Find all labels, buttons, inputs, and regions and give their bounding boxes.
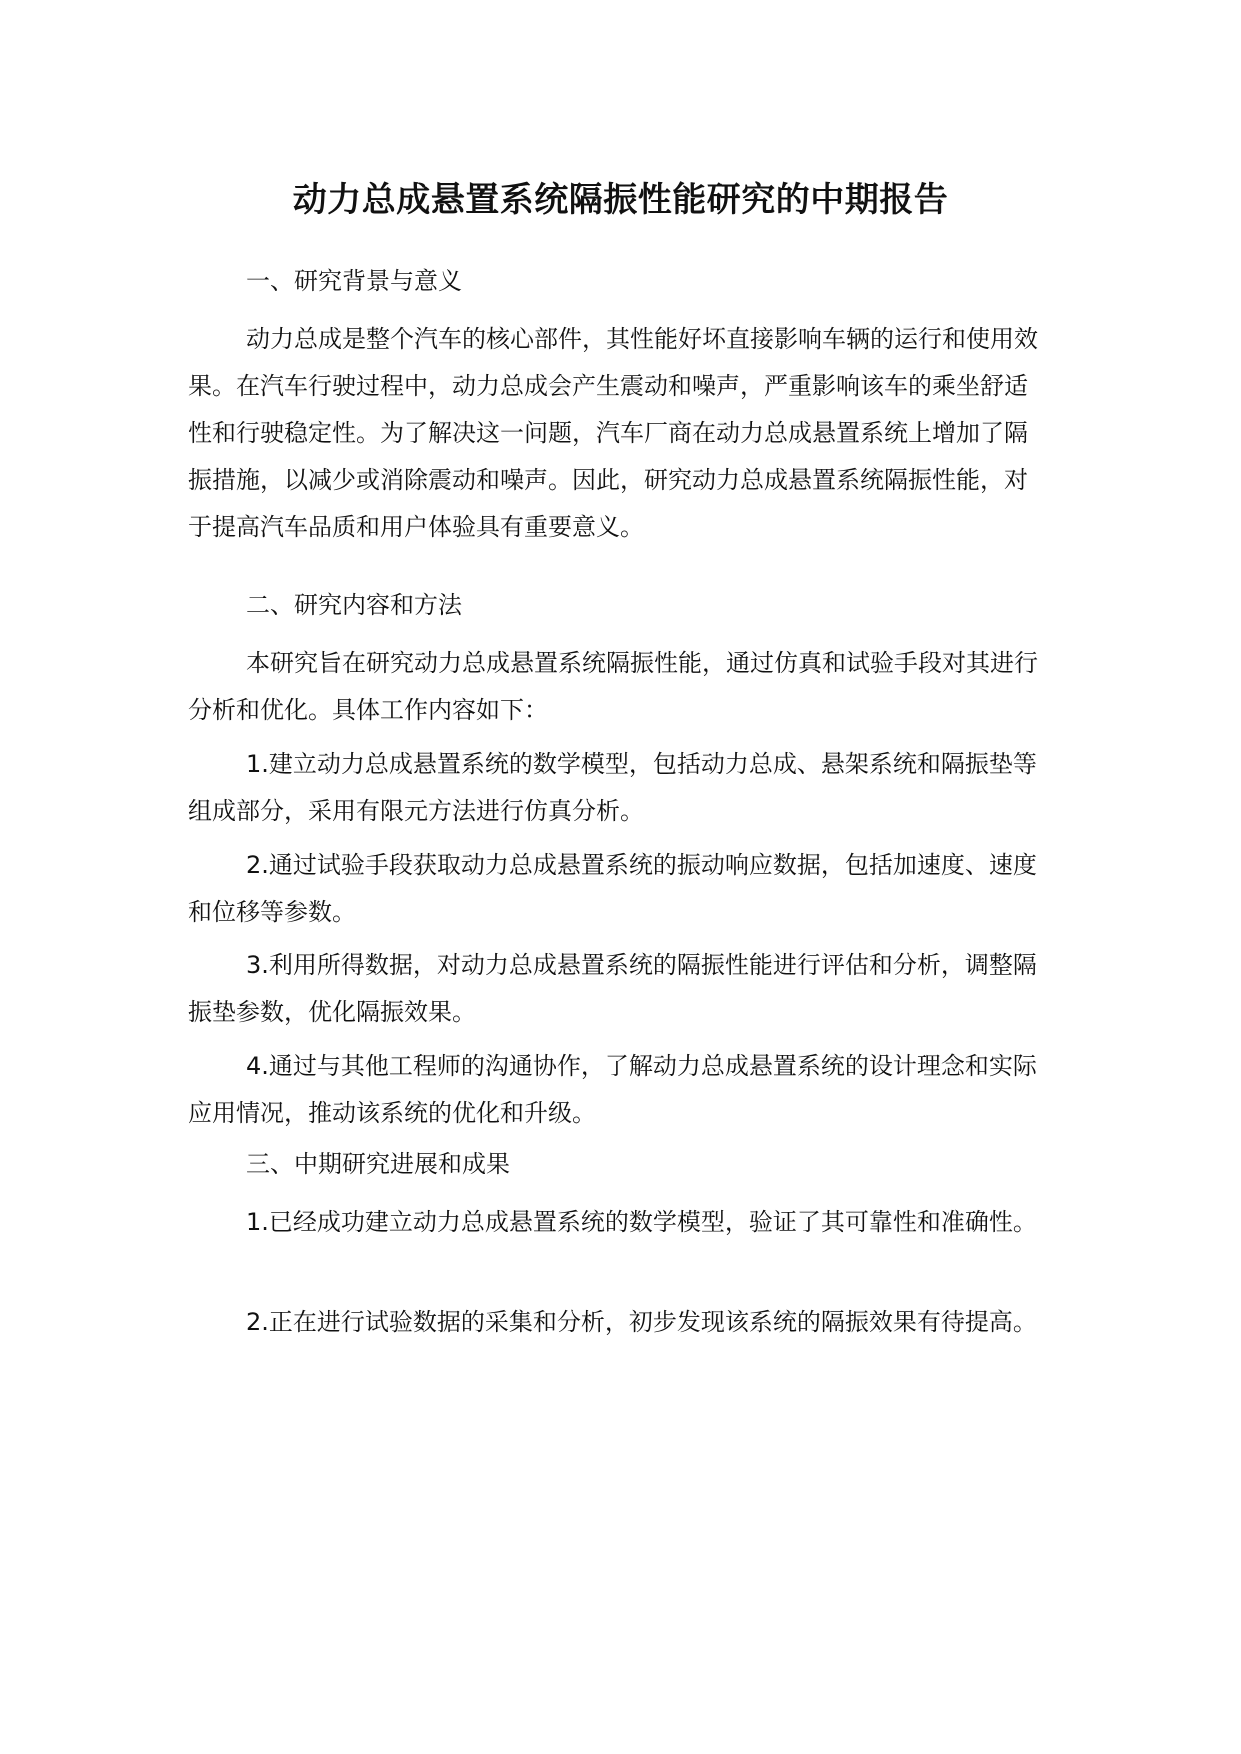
paragraph-research-intro: 本研究旨在研究动力总成悬置系统隔振性能，通过仿真和试验手段对其进行分析和优化。具体工作内容如下： <box>188 649 1038 724</box>
section-heading-progress: 三、中期研究进展和成果 <box>246 1150 510 1178</box>
section-heading-content-method: 二、研究内容和方法 <box>246 591 462 619</box>
paragraph-background: 动力总成是整个汽车的核心部件，其性能好坏直接影响车辆的运行和使用效果。在汽车行驶过程中，动力总成会产生震动和噪声，严重影响该车的乘坐舒适性和行驶稳定性。为了解决这一问题，汽车厂商在动力总成悬置系统上增加了隔振措施，以减少或消除震动和噪声。因此，研究动力总成悬置系统隔振性能，对于提高汽车品质和用户体验具有重要意义。 <box>188 325 1038 541</box>
list-item-work-3: 3.利用所得数据，对动力总成悬置系统的隔振性能进行评估和分析，调整隔振垫参数，优化隔振效果。 <box>188 951 1037 1026</box>
section-heading-background: 一、研究背景与意义 <box>246 267 462 295</box>
list-item-progress-2: 2.正在进行试验数据的采集和分析，初步发现该系统的隔振效果有待提高。 <box>246 1308 1037 1336</box>
list-item-progress-1: 1.已经成功建立动力总成悬置系统的数学模型，验证了其可靠性和准确性。 <box>246 1208 1037 1236</box>
list-item-work-1: 1.建立动力总成悬置系统的数学模型，包括动力总成、悬架系统和隔振垫等组成部分，采用有限元方法进行仿真分析。 <box>188 750 1037 825</box>
list-item-work-4: 4.通过与其他工程师的沟通协作，了解动力总成悬置系统的设计理念和实际应用情况，推动该系统的优化和升级。 <box>188 1052 1037 1127</box>
list-item-work-2: 2.通过试验手段获取动力总成悬置系统的振动响应数据，包括加速度、速度和位移等参数。 <box>188 851 1037 926</box>
document-title: 动力总成悬置系统隔振性能研究的中期报告 <box>292 180 949 220</box>
